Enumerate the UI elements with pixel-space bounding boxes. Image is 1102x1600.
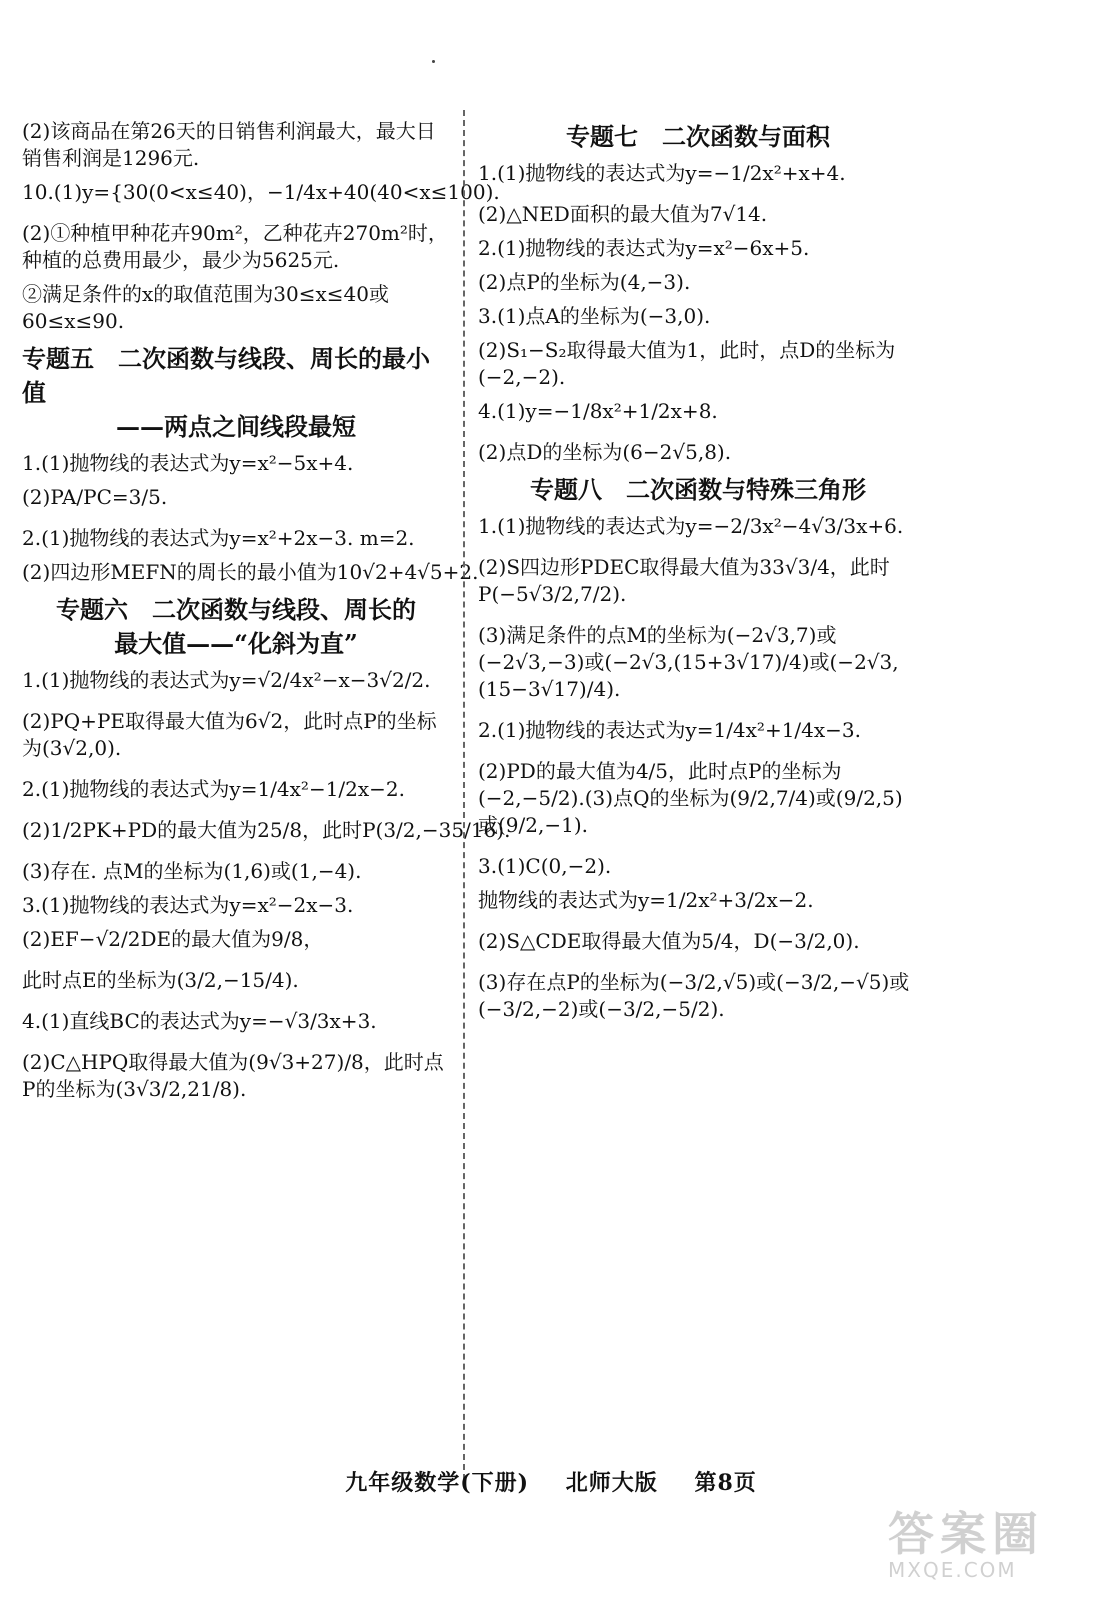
- answer-line: 2.(1)抛物线的表达式为y=x²+2x−3. m=2.: [22, 526, 415, 550]
- footer-book-title: 九年级数学(下册): [345, 1470, 530, 1496]
- site-watermark: [888, 1507, 1088, 1582]
- answer-line: 3.(1)C(0,−2).: [478, 854, 612, 878]
- answer-line: (3)存在点P的坐标为(−3/2,√5)或(−3/2,−√5)或(−3/2,−2)或(−3/2,−5/2).: [478, 970, 910, 1021]
- answer-line: 2.(1)抛物线的表达式为y=1/4x²−1/2x−2.: [22, 777, 406, 801]
- answer-line: (2)该商品在第26天的日销售利润最大，最大日销售利润是1296元.: [22, 119, 436, 170]
- section-heading-6-line2: 最大值——“化斜为直”: [114, 629, 358, 658]
- answer-line: 2.(1)抛物线的表达式为y=1/4x²+1/4x−3.: [478, 718, 862, 742]
- answer-line: 4.(1)直线BC的表达式为y=−√3/3x+3.: [22, 1009, 377, 1033]
- answer-line: 4.(1)y=−1/8x²+1/2x+8.: [478, 399, 718, 423]
- answer-line: (2)S₁−S₂取得最大值为1，此时，点D的坐标为(−2,−2).: [478, 338, 896, 389]
- answer-line: (2)①种植甲种花卉90m²，乙种花卉270m²时，种植的总费用最少，最少为5625元.: [22, 221, 448, 272]
- section-heading-8: 专题八 二次函数与特殊三角形: [530, 475, 866, 504]
- footer-page-number: 第8页: [694, 1470, 757, 1496]
- left-column: [22, 118, 511, 1110]
- answer-line: (2)四边形MEFN的周长的最小值为10√2+4√5+2.: [22, 560, 479, 584]
- column-divider: [463, 110, 465, 1480]
- page-footer: [0, 1466, 1102, 1497]
- answer-line: 3.(1)点A的坐标为(−3,0).: [478, 304, 711, 328]
- scan-dot: [432, 60, 435, 63]
- answer-line: (2)PQ+PE取得最大值为6√2，此时点P的坐标为(3√2,0).: [22, 709, 437, 760]
- answer-line: (2)PA/PC=3/5.: [22, 485, 168, 509]
- watermark-logo-text: 答案圈: [888, 1507, 1044, 1561]
- answer-line: 2.(1)抛物线的表达式为y=x²−6x+5.: [478, 236, 810, 260]
- answer-line: 1.(1)抛物线的表达式为y=−1/2x²+x+4.: [478, 161, 846, 185]
- answer-line: (2)S四边形PDEC取得最大值为33√3/4，此时P(−5√3/2,7/2).: [478, 555, 890, 606]
- answer-line: 3.(1)抛物线的表达式为y=x²−2x−3.: [22, 893, 354, 917]
- section-heading-5: [22, 342, 450, 444]
- footer-edition: 北师大版: [565, 1470, 658, 1496]
- answer-line: (2)S△CDE取得最大值为5/4，D(−3/2,0).: [478, 929, 860, 953]
- section-heading-7: 专题七 二次函数与面积: [566, 122, 830, 151]
- answer-line: (2)1/2PK+PD的最大值为25/8，此时P(3/2,−35/16).: [22, 818, 511, 842]
- answer-line: 此时点E的坐标为(3/2,−15/4).: [22, 968, 299, 992]
- answer-line: 抛物线的表达式为y=1/2x²+3/2x−2.: [478, 888, 814, 912]
- answer-line: 1.(1)抛物线的表达式为y=√2/4x²−x−3√2/2.: [22, 668, 431, 692]
- answer-line: (2)点P的坐标为(4,−3).: [478, 270, 691, 294]
- answer-line: ②满足条件的x的取值范围为30≤x≤40或60≤x≤90.: [22, 282, 389, 333]
- section-heading-6: [22, 593, 450, 661]
- answer-line: 10.(1)y={30(0<x≤40)，−1/4x+40(40<x≤100).: [22, 180, 500, 204]
- answer-line: (3)存在. 点M的坐标为(1,6)或(1,−4).: [22, 859, 362, 883]
- answer-line: 1.(1)抛物线的表达式为y=x²−5x+4.: [22, 451, 354, 475]
- section-heading-5-line1: 专题五 二次函数与线段、周长的最小值: [22, 344, 430, 407]
- answer-line: (2)C△HPQ取得最大值为(9√3+27)/8，此时点P的坐标为(3√3/2,21/8).: [22, 1050, 444, 1101]
- section-heading-5-line2: ——两点之间线段最短: [116, 412, 356, 441]
- answer-line: 1.(1)抛物线的表达式为y=−2/3x²−4√3/3x+6.: [478, 514, 904, 538]
- section-heading-6-line1: 专题六 二次函数与线段、周长的: [56, 595, 416, 624]
- answer-line: (2)PD的最大值为4/5，此时点P的坐标为(−2,−5/2).(3)点Q的坐标为(9/2,7/4)或(9/2,5)或(9/2,−1).: [478, 759, 903, 837]
- right-column: [478, 118, 918, 1030]
- answer-line: (2)点D的坐标为(6−2√5,8).: [478, 440, 732, 464]
- answer-line: (3)满足条件的点M的坐标为(−2√3,7)或(−2√3,−3)或(−2√3,(15+3√17)/4)或(−2√3,(15−3√17)/4).: [478, 623, 899, 701]
- answer-line: (2)△NED面积的最大值为7√14.: [478, 202, 768, 226]
- watermark-url: MXQE.COM: [888, 1558, 1017, 1582]
- answer-line: (2)EF−√2/2DE的最大值为9/8，: [22, 927, 324, 951]
